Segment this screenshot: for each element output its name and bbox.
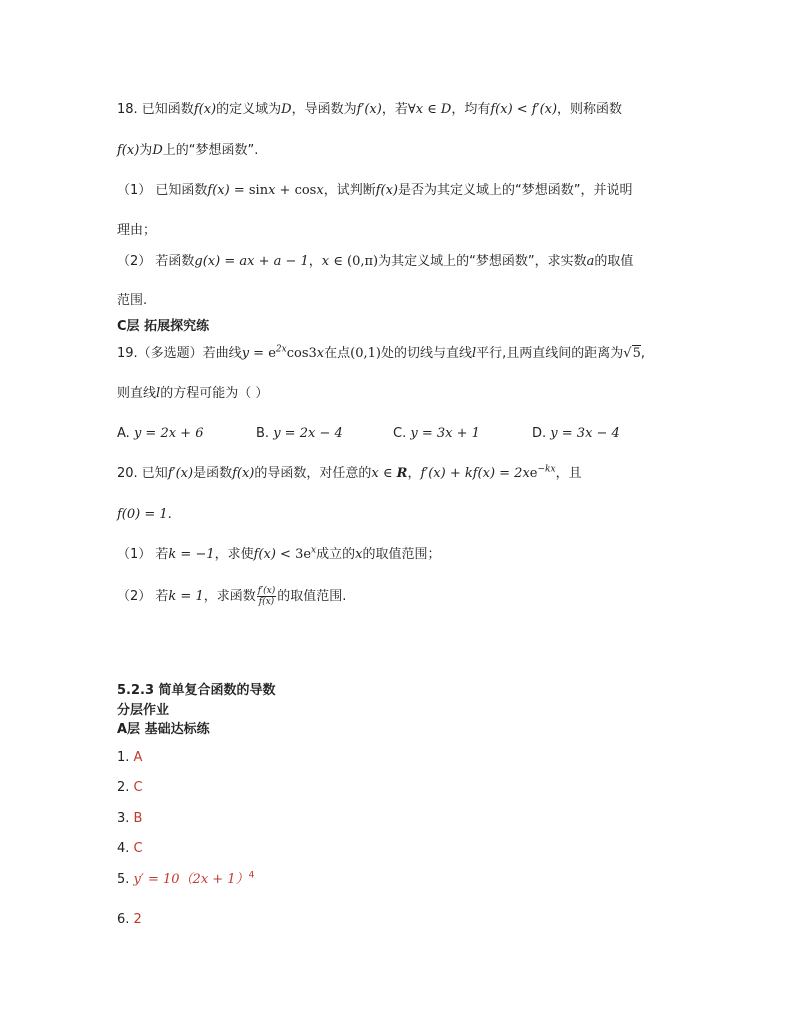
answer-item (117, 840, 143, 858)
option-d (532, 425, 620, 443)
section-a-label: A层 基础达标练 (117, 722, 210, 737)
section-c-label: C层 拓展探究练 (117, 319, 210, 334)
answer-value: y′ = 10（2x + 1） (133, 872, 249, 887)
answer-number: 4. (117, 841, 130, 856)
radicand: 5 (632, 346, 641, 361)
answer-value: C (133, 780, 143, 795)
math: x ∈ (371, 466, 397, 481)
text: 是否为其定义域上的“梦想函数”，并说明 (398, 183, 633, 198)
text: ，导函数为 (291, 102, 357, 117)
q18-line2 (117, 142, 258, 160)
math: k = −1 (168, 547, 215, 562)
math: y = (241, 346, 269, 361)
text: 是函数 (193, 466, 233, 481)
option-equation: y = 3x − 4 (550, 426, 620, 441)
math: ∀x ∈ D (407, 102, 452, 117)
answer-item (117, 749, 142, 767)
fraction (257, 586, 276, 607)
answer-item (117, 871, 254, 889)
text: 的取值 (594, 254, 634, 269)
math: cos3 (286, 346, 317, 361)
text: 为 (139, 143, 153, 158)
text: 平行,且两直线间的距离为 (476, 346, 624, 361)
text: , (640, 346, 646, 361)
answer-number: 2. (117, 780, 130, 795)
answer-item (117, 779, 143, 797)
q20-part1 (117, 546, 441, 564)
option-letter: B. (256, 426, 270, 441)
math: x (316, 346, 325, 361)
text: ， (407, 466, 421, 481)
option-letter: A. (117, 426, 130, 441)
option-letter: C. (393, 426, 407, 441)
option-c (393, 425, 480, 443)
answers-heading (117, 682, 276, 700)
text: ，则称函数 (557, 102, 623, 117)
math: x ∈ (321, 254, 348, 269)
text: 理由； (117, 223, 157, 238)
q18-part2-line2 (117, 292, 147, 310)
answer-number: 1. (117, 750, 130, 765)
text: 处的切线与直线 (380, 346, 472, 361)
answer-value: C (133, 841, 143, 856)
text: 上的“梦想函数”. (162, 143, 259, 158)
math: f(x) = (207, 183, 249, 198)
math: k = 1 (168, 589, 204, 604)
math: (0,π) (347, 254, 379, 269)
math: f(x) (117, 143, 140, 158)
text: ，若 (381, 102, 408, 117)
option-letter: D. (532, 426, 547, 441)
math: f(x) < f′(x) (490, 102, 558, 117)
answer-item (117, 911, 142, 929)
text: （1） 已知函数 (117, 183, 208, 198)
text: 19.（多选题）若曲线 (117, 346, 242, 361)
math: f(x) < (253, 547, 296, 562)
answer-value: B (133, 811, 143, 826)
math: (0,1) (350, 346, 381, 361)
math-exponent: 2x (275, 344, 287, 355)
math: f′(x) (356, 102, 382, 117)
math: f(x) (232, 466, 255, 481)
text: 的取值范围； (362, 547, 441, 562)
q19-line1 (117, 345, 645, 363)
answer-number: 3. (117, 811, 130, 826)
answer-item (117, 810, 142, 828)
math: x (355, 547, 363, 562)
text: ， (308, 254, 322, 269)
answer-value: 2 (133, 912, 142, 927)
math: + (275, 183, 295, 198)
answer-number: 5. (117, 872, 130, 887)
answer-number: 6. (117, 912, 130, 927)
math: cos (294, 183, 317, 198)
text: ，试判断 (323, 183, 376, 198)
math: f(x) (375, 183, 399, 198)
fraction-denominator: f(x) (258, 597, 275, 607)
math: f(x) (193, 102, 217, 117)
math: x (268, 183, 276, 198)
text: （2） 若函数 (117, 254, 195, 269)
math: l (156, 386, 161, 401)
text: 的取值范围. (277, 589, 347, 604)
text: ，且 (555, 466, 582, 481)
q20-line1 (117, 465, 582, 483)
math-exponent: −kx (537, 464, 556, 475)
math: sin (248, 183, 269, 198)
q19-options (117, 425, 677, 443)
math: f(0) = 1. (117, 507, 172, 522)
text: 则直线 (117, 386, 157, 401)
math: 3e (295, 547, 312, 562)
text: 在点 (324, 346, 351, 361)
option-b (256, 425, 343, 443)
math: D (152, 143, 163, 158)
section-heading (117, 318, 209, 336)
q18-line1 (117, 101, 622, 119)
math: g(x) = ax + a − 1 (194, 254, 309, 269)
math: x (316, 183, 324, 198)
text: 的方程可能为（ ） (160, 386, 269, 401)
text: 成立的 (316, 547, 356, 562)
option-equation: y = 2x − 4 (273, 426, 343, 441)
text: 的导函数，对任意的 (254, 466, 372, 481)
fraction-numerator: f′(x) (257, 586, 276, 596)
math: e (529, 466, 538, 481)
answer-exponent: 4 (248, 870, 255, 881)
q19-line2 (117, 385, 268, 403)
text: ，求函数 (203, 589, 256, 604)
heading-text: 5.2.3 简单复合函数的导数 (117, 683, 276, 698)
option-equation: y = 3x + 1 (410, 426, 480, 441)
answer-value: A (133, 750, 143, 765)
answers-section-a (117, 721, 210, 739)
q20-part2 (117, 586, 346, 607)
answers-subheading (117, 702, 169, 720)
text: 的定义域为 (216, 102, 282, 117)
sqrt: √5 (623, 346, 641, 361)
text: ，求使 (214, 547, 254, 562)
q18-part1-line1 (117, 182, 633, 200)
q20-line2 (117, 506, 172, 524)
subheading-text: 分层作业 (117, 703, 170, 718)
option-equation: y = 2x + 6 (133, 426, 204, 441)
math-exponent: x (311, 545, 317, 556)
math: e (268, 346, 276, 361)
option-a (117, 425, 203, 443)
text: ，均有 (451, 102, 491, 117)
math: f′(x) (167, 466, 194, 481)
text: 范围. (117, 293, 148, 308)
math: D (281, 102, 292, 117)
text: （2） 若 (117, 589, 169, 604)
q18-part2-line1 (117, 253, 633, 271)
text: （1） 若 (117, 547, 169, 562)
math: f′(x) + kf(x) = 2x (420, 466, 530, 481)
text: 为其定义域上的“梦想函数”，求实数 (378, 254, 587, 269)
math-real-set: R (396, 466, 408, 481)
text: 20. 已知 (117, 466, 168, 481)
math: l (471, 346, 477, 361)
q18-part1-line2 (117, 222, 156, 240)
text: 18. 已知函数 (117, 102, 194, 117)
math: a (586, 254, 595, 269)
